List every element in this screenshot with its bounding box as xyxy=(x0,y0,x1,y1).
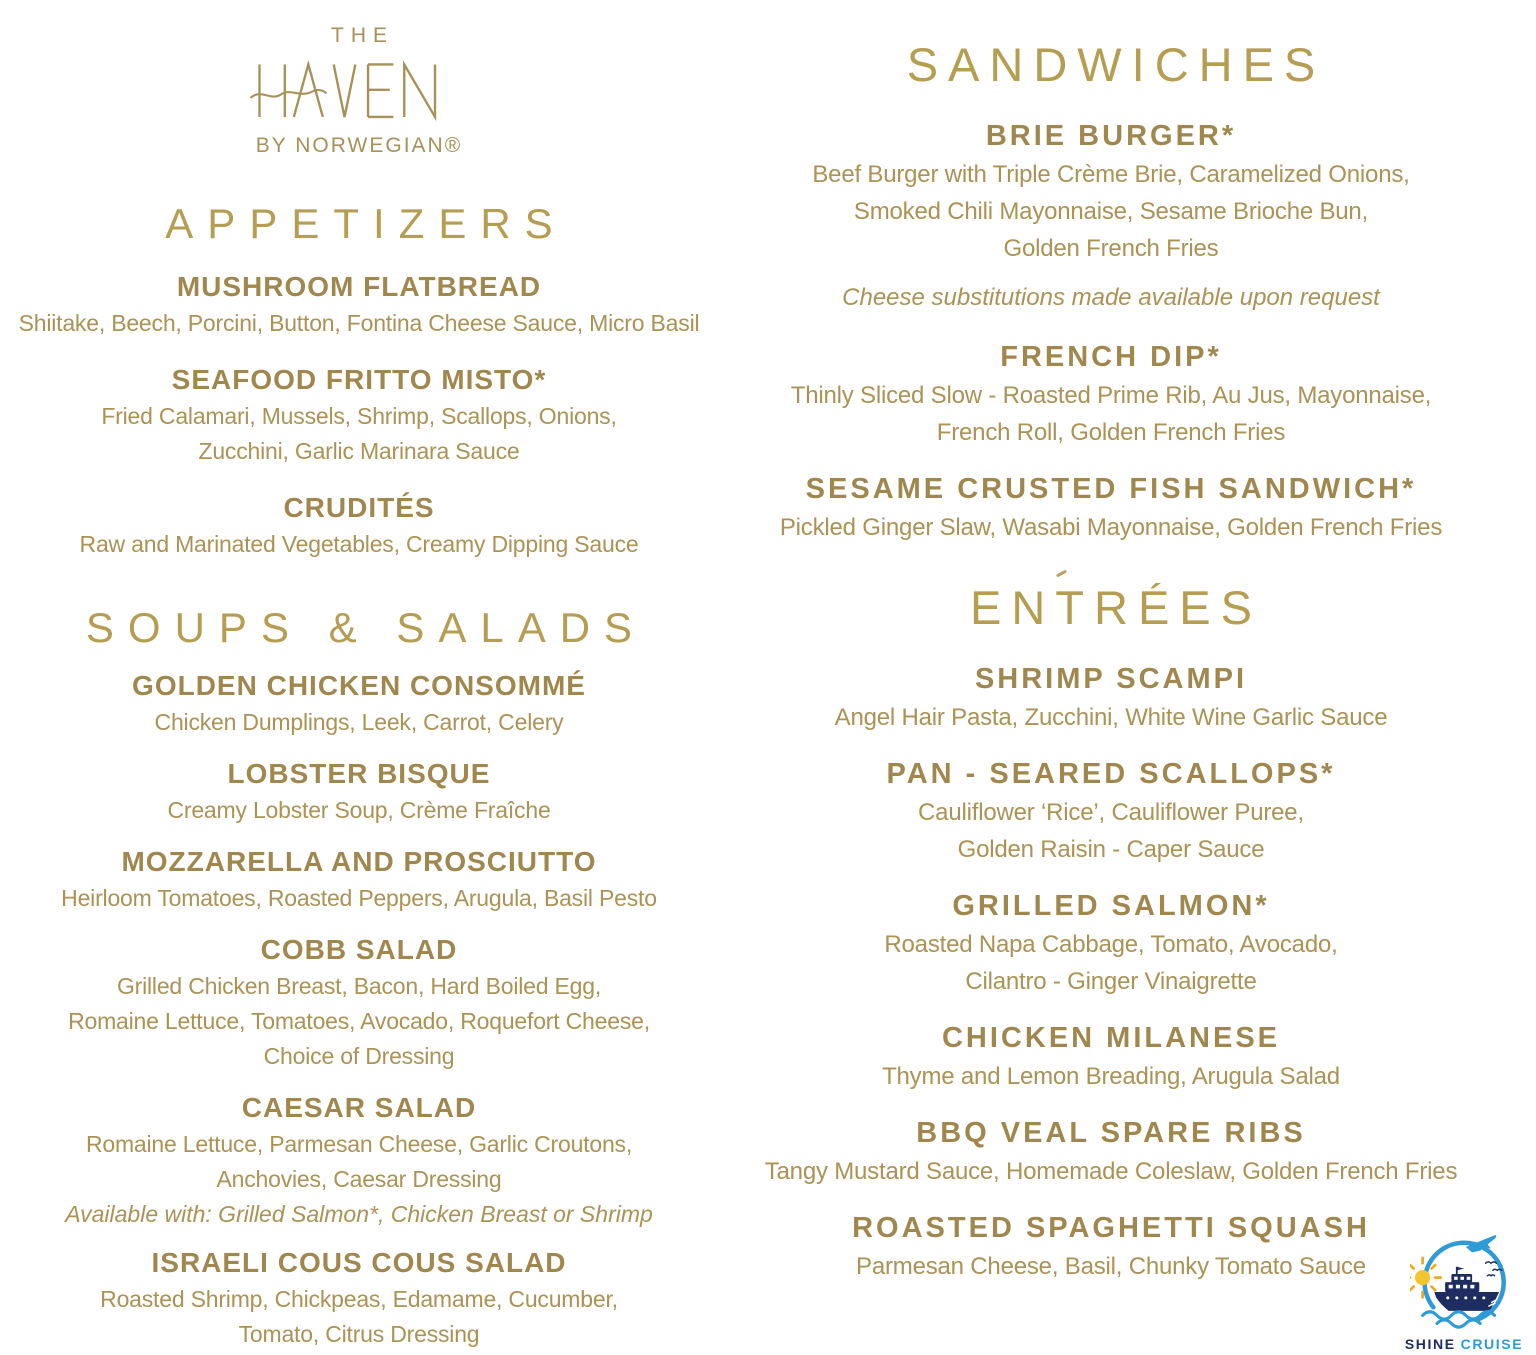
menu-item-name: MUSHROOM FLATBREAD xyxy=(176,271,542,302)
menu-item-desc-line: Thinly Sliced Slow - Roasted Prime Rib, Au Jus, Mayonnaise, xyxy=(790,382,1432,409)
brand-byline: BY NORWEGIAN® xyxy=(255,134,463,157)
menu-item-desc-line: Zucchini, Garlic Marinara Sauce xyxy=(198,438,520,464)
menu-item-desc-line: Golden Raisin - Caper Sauce xyxy=(957,836,1265,863)
cruise-logo-text xyxy=(1405,1336,1523,1352)
menu-item-name: GOLDEN CHICKEN CONSOMMÉ xyxy=(132,670,586,701)
menu-item-name: ISRAELI COUS COUS SALAD xyxy=(151,1247,567,1278)
haven-wordmark-icon xyxy=(243,50,475,126)
menu-item-desc-line: Creamy Lobster Soup, Crème Fraîche xyxy=(167,797,551,823)
brand-the-label: THE xyxy=(331,24,394,47)
menu-item-golden-chicken-consomme xyxy=(132,669,586,740)
menu-item-mushroom-flatbread xyxy=(19,270,700,341)
menu-item-shrimp-scampi xyxy=(835,663,1388,736)
menu-item-desc-line: Roasted Shrimp, Chickpeas, Edamame, Cucumber, xyxy=(100,1286,618,1312)
cruise-ship-icon xyxy=(1410,1231,1518,1335)
menu-item-name: BBQ VEAL SPARE RIBS xyxy=(916,1117,1306,1149)
menu-item-roasted-spaghetti-squash xyxy=(852,1212,1370,1285)
menu-item-desc-line: Heirloom Tomatoes, Roasted Peppers, Arugula, Basil Pesto xyxy=(61,885,657,911)
menu-item-desc-line: Romaine Lettuce, Parmesan Cheese, Garlic Croutons, xyxy=(85,1131,633,1157)
menu-item-name: BRIE BURGER* xyxy=(985,120,1237,152)
haven-brand-logo xyxy=(243,24,475,158)
shine-cruise-logo xyxy=(1400,1231,1528,1352)
menu-item-desc-line: Cauliflower ‘Rice’, Cauliflower Puree, xyxy=(918,799,1304,826)
menu-item-desc-line: Grilled Chicken Breast, Bacon, Hard Boiled Egg, xyxy=(116,973,602,999)
menu-item-desc-line: Tomato, Citrus Dressing xyxy=(238,1321,480,1347)
menu-item-name: ROASTED SPAGHETTI SQUASH xyxy=(852,1212,1370,1244)
menu-item-sesame-crusted-fish-sandwich xyxy=(780,473,1442,546)
menu-item-desc-line: Pickled Ginger Slaw, Wasabi Mayonnaise, Golden French Fries xyxy=(779,514,1443,541)
menu-item-name: LOBSTER BISQUE xyxy=(227,758,491,789)
menu-item-brie-burger xyxy=(812,120,1409,313)
menu-item-desc-line: Cilantro - Ginger Vinaigrette xyxy=(965,968,1257,995)
menu-item-desc-line: Chicken Dumplings, Leek, Carrot, Celery xyxy=(154,709,564,735)
menu-item-desc-line: Thyme and Lemon Breading, Arugula Salad xyxy=(882,1063,1340,1090)
menu-item-crudites xyxy=(80,491,639,562)
menu-item-bbq-veal-spare-ribs xyxy=(765,1117,1458,1190)
menu-item-name: GRILLED SALMON* xyxy=(952,890,1270,922)
menu-item-chicken-milanese xyxy=(882,1022,1340,1095)
cruise-label: CRUISE xyxy=(1460,1336,1524,1352)
menu-item-desc-line: Fried Calamari, Mussels, Shrimp, Scallops, Onions, xyxy=(101,403,617,429)
print-smudge-mark xyxy=(1055,570,1066,578)
right-column xyxy=(700,0,1522,1285)
menu-item-desc-line: Choice of Dressing xyxy=(263,1043,455,1069)
menu-item-grilled-salmon xyxy=(884,890,1337,1000)
menu-item-name: CRUDITÉS xyxy=(283,492,435,523)
menu-item-name: SEAFOOD FRITTO MISTO* xyxy=(171,364,547,395)
menu-item-desc-line: Anchovies, Caesar Dressing xyxy=(216,1166,502,1192)
section-title-entrees: ENTRÉES xyxy=(970,581,1262,634)
menu-item-desc-line: Roasted Napa Cabbage, Tomato, Avocado, xyxy=(884,931,1338,958)
menu-item-cobb-salad xyxy=(68,933,650,1074)
menu-item-desc-line: Romaine Lettuce, Tomatoes, Avocado, Roquefort Cheese, xyxy=(68,1008,650,1034)
menu-item-desc-line: Tangy Mustard Sauce, Homemade Coleslaw, Golden French Fries xyxy=(764,1158,1458,1185)
menu-item-mozzarella-prosciutto xyxy=(61,845,657,916)
menu-item-seafood-fritto-misto xyxy=(101,363,616,469)
menu-item-caesar-salad xyxy=(65,1091,653,1229)
menu-item-french-dip xyxy=(791,341,1431,451)
menu-item-desc-line: French Roll, Golden French Fries xyxy=(936,419,1286,446)
menu-item-pan-seared-scallops xyxy=(887,758,1336,868)
menu-item-desc-line: Golden French Fries xyxy=(1003,235,1219,262)
section-title-soups-salads: SOUPS & SALADS xyxy=(85,604,647,651)
menu-item-name: MOZZARELLA AND PROSCIUTTO xyxy=(121,846,597,877)
menu-item-desc-line: Smoked Chili Mayonnaise, Sesame Brioche Bun, xyxy=(853,198,1369,225)
menu-item-name: SHRIMP SCAMPI xyxy=(974,663,1248,695)
menu-item-note: Available with: Grilled Salmon*, Chicken Breast or Shrimp xyxy=(65,1201,653,1227)
menu-item-name: CHICKEN MILANESE xyxy=(941,1022,1280,1054)
menu-item-desc-line: Beef Burger with Triple Crème Brie, Caramelized Onions, xyxy=(812,161,1410,188)
menu-item-note: Cheese substitutions made available upon request xyxy=(842,284,1380,311)
menu-item-lobster-bisque xyxy=(167,757,550,828)
menu-item-israeli-cous-cous-salad xyxy=(100,1246,618,1352)
menu-item-name: COBB SALAD xyxy=(260,934,458,965)
menu-item-desc-line: Angel Hair Pasta, Zucchini, White Wine Garlic Sauce xyxy=(834,704,1388,731)
section-title-appetizers: APPETIZERS xyxy=(165,200,567,247)
menu-item-name: FRENCH DIP* xyxy=(1000,341,1222,373)
menu-item-name: PAN - SEARED SCALLOPS* xyxy=(886,758,1336,790)
left-column xyxy=(18,0,700,1352)
section-title-sandwiches: SANDWICHES xyxy=(906,38,1326,91)
menu-item-name: SESAME CRUSTED FISH SANDWICH* xyxy=(805,473,1417,505)
menu-item-name: CAESAR SALAD xyxy=(241,1092,477,1123)
menu-item-desc-line: Raw and Marinated Vegetables, Creamy Dipping Sauce xyxy=(79,531,639,557)
menu-item-desc-line: Parmesan Cheese, Basil, Chunky Tomato Sauce xyxy=(856,1253,1366,1280)
shine-label: SHINE xyxy=(1404,1336,1456,1352)
menu-item-desc-line: Shiitake, Beech, Porcini, Button, Fontina Cheese Sauce, Micro Basil xyxy=(18,310,700,336)
